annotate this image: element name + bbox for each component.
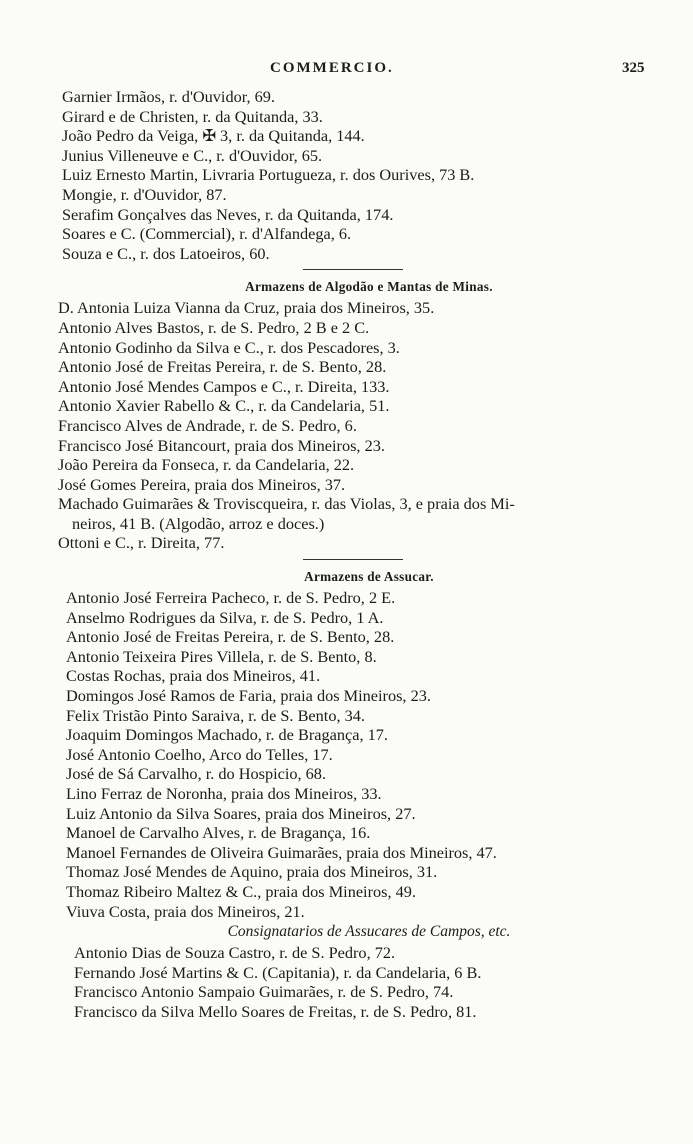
list-item [58,494,680,533]
list-item: Viuva Costa, praia dos Mineiros, 21. [66,901,305,921]
list-item: João Pereira da Fonseca, r. da Candelaria, 22. [58,455,355,475]
section-sugar-warehouses [58,566,680,921]
list-item: Anselmo Rodrigues da Silva, r. de S. Pedro, 1 A. [66,607,384,627]
section-divider [303,559,403,560]
list-item: Antonio José de Freitas Pereira, r. de S. Bento, 28. [66,627,395,647]
list-item: Joaquim Domingos Machado, r. de Bragança, 17. [66,725,388,745]
section-sugar-consignees [58,921,680,1021]
section-heading: Armazens de Algodão e Mantas de Minas. [245,279,493,295]
list-item: Francisco da Silva Mello Soares de Freitas, r. de S. Pedro, 81. [74,1001,477,1021]
list-item: Manoel Fernandes de Oliveira Guimarães, praia dos Mineiros, 47. [66,842,497,862]
list-item: Souza e C., r. dos Latoeiros, 60. [62,243,270,263]
list-item: João Pedro da Veiga, ✠ 3, r. da Quitanda, 144. [62,126,365,146]
list-item: José Antonio Coelho, Arco do Telles, 17. [66,744,333,764]
list-item: Domingos José Ramos de Faria, praia dos Mineiros, 23. [66,686,431,706]
list-item: Ottoni e C., r. Direita, 77. [58,533,225,553]
list-item: Felix Tristão Pinto Saraiva, r. de S. Bento, 34. [66,705,365,725]
list-item-line: Machado Guimarães & Troviscqueira, r. das Violas, 3, e praia dos Mi- [58,494,515,514]
list-item: Francisco José Bitancourt, praia dos Mineiros, 23. [58,435,385,455]
list-item: Junius Villeneuve e C., r. d'Ouvidor, 65. [62,145,323,165]
list-item: Manoel de Carvalho Alves, r. de Bragança, 16. [66,823,371,843]
list-item: Antonio José Mendes Campos e C., r. Direita, 133. [58,376,390,396]
list-item: Thomaz Ribeiro Maltez & C., praia dos Mineiros, 49. [66,881,416,901]
running-title: COMMERCIO. [270,60,394,76]
section-cotton-warehouses [58,276,680,553]
page-number: 325 [622,60,645,76]
list-item: Luiz Ernesto Martin, Livraria Portugueza, r. dos Ourives, 73 B. [62,165,475,185]
directory-listing [58,85,680,1022]
list-item: Antonio Dias de Souza Castro, r. de S. Pedro, 72. [74,943,396,963]
list-item: José de Sá Carvalho, r. do Hospicio, 68. [66,764,327,784]
list-item: Fernando José Martins & C. (Capitania), r. da Candelaria, 6 B. [74,962,482,982]
list-item: D. Antonia Luiza Vianna da Cruz, praia dos Mineiros, 35. [58,298,435,318]
list-item: Francisco Antonio Sampaio Guimarães, r. de S. Pedro, 74. [74,982,454,1002]
list-item: Thomaz José Mendes de Aquino, praia dos Mineiros, 31. [66,862,438,882]
list-item: Antonio Godinho da Silva e C., r. dos Pescadores, 3. [58,337,400,357]
section-booksellers-continued [58,87,680,263]
list-item: Antonio Teixeira Pires Villela, r. de S. Bento, 8. [66,646,377,666]
list-item-continuation: neiros, 41 B. (Algodão, arroz e doces.) [72,513,325,533]
section-divider [303,269,403,270]
list-item: Luiz Antonio da Silva Soares, praia dos Mineiros, 27. [66,803,416,823]
list-item: Antonio Alves Bastos, r. de S. Pedro, 2 B e 2 C. [58,317,370,337]
page-header [0,60,693,84]
list-item: Lino Ferraz de Noronha, praia dos Mineiros, 33. [66,784,382,803]
subsection-heading: Consignatarios de Assucares de Campos, etc. [227,923,511,941]
list-item: Antonio Xavier Rabello & C., r. da Candelaria, 51. [58,396,390,416]
list-item: Serafim Gonçalves das Neves, r. da Quitanda, 174. [62,204,394,224]
list-item: Girard e de Christen, r. da Quitanda, 33. [62,106,323,126]
list-item: Costas Rochas, praia dos Mineiros, 41. [66,666,321,686]
list-item: Francisco Alves de Andrade, r. de S. Pedro, 6. [58,415,357,435]
list-item: Soares e C. (Commercial), r. d'Alfandega, 6. [62,224,352,244]
section-heading: Armazens de Assucar. [304,569,434,585]
list-item: José Gomes Pereira, praia dos Mineiros, 37. [58,474,346,494]
list-item: Antonio José de Freitas Pereira, r. de S. Bento, 28. [58,357,387,377]
list-item: Mongie, r. d'Ouvidor, 87. [62,184,227,204]
list-item: Antonio José Ferreira Pacheco, r. de S. Pedro, 2 E. [66,588,396,608]
list-item: Garnier Irmãos, r. d'Ouvidor, 69. [62,87,275,106]
